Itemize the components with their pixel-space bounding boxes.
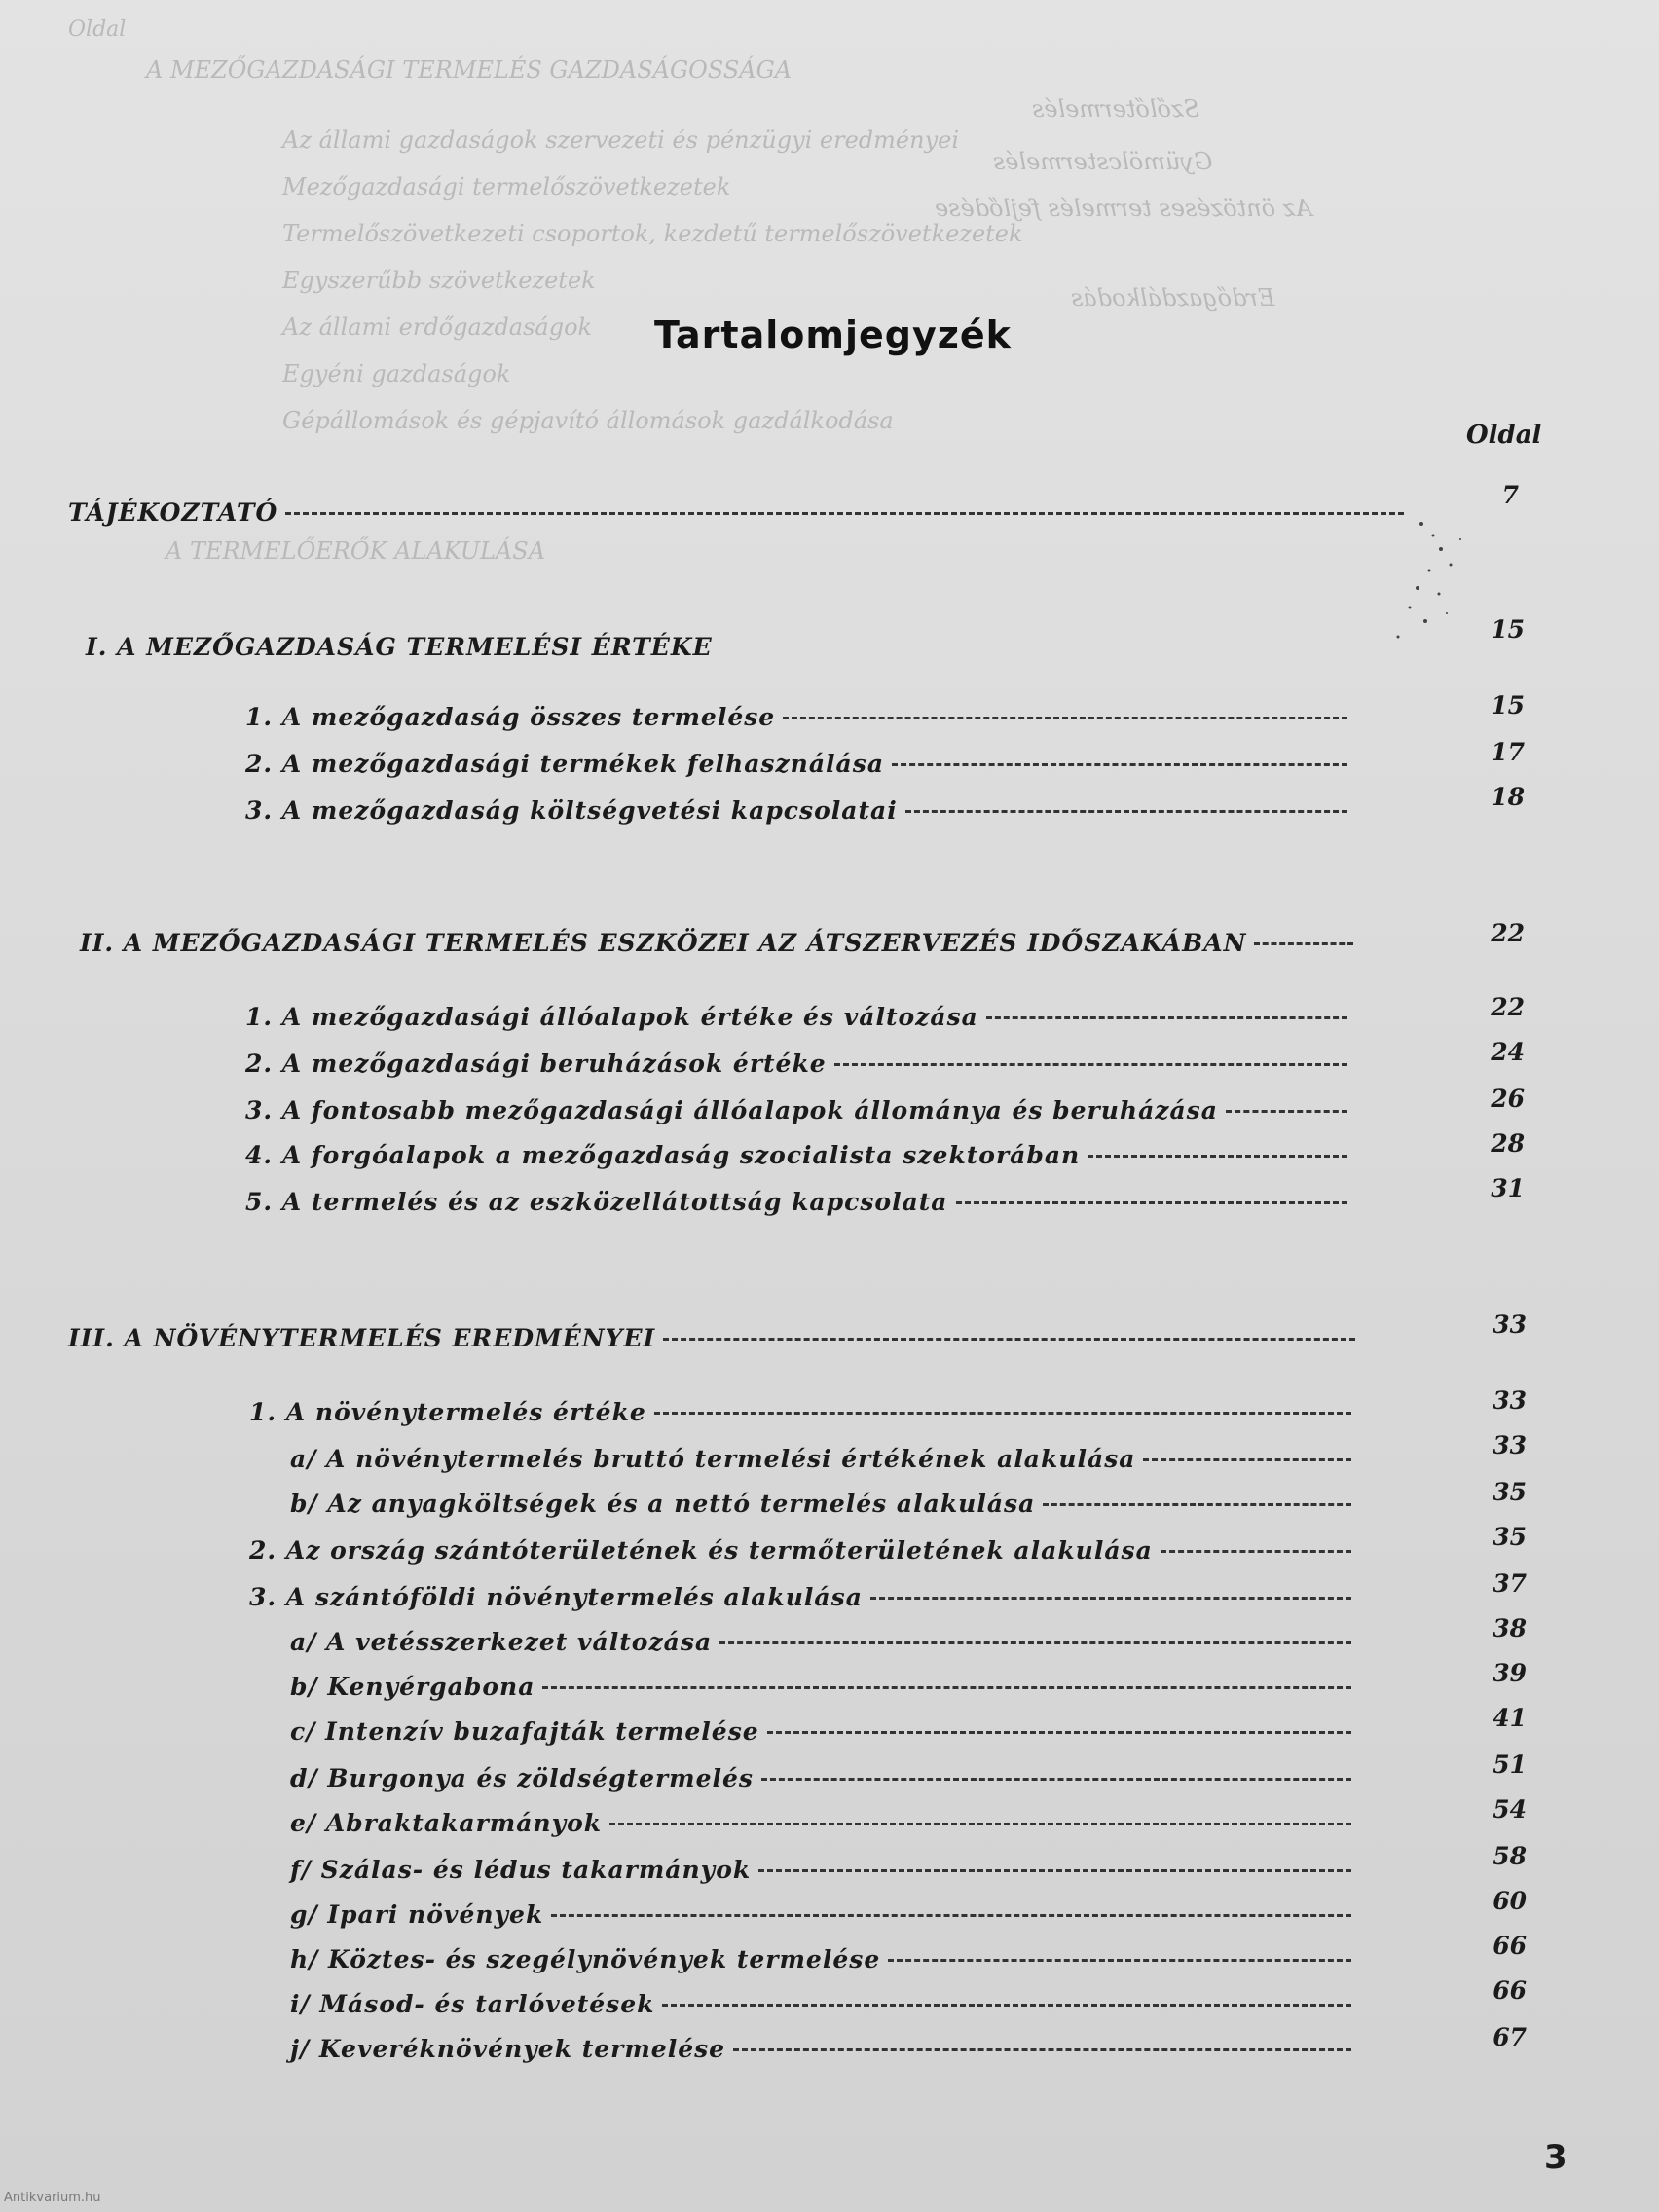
bleed-through-text: A MEZŐGAZDASÁGI TERMELÉS GAZDASÁGOSSÁGA [146,56,793,84]
toc-label: III. A NÖVÉNYTERMELÉS EREDMÉNYEI [68,1324,656,1352]
toc-page-number: 60 [1493,1887,1527,1915]
watermark: Antikvarium.hu [4,2191,101,2205]
toc-label: c/ Intenzív buzafajták termelése [290,1717,759,1746]
toc-entry[interactable] [290,1809,1359,1837]
toc-page-number: 35 [1493,1523,1527,1551]
toc-label: e/ Abraktakarmányok [290,1809,603,1837]
toc-label: 3. A fontosabb mezőgazdasági állóalapok állománya és beruházása [245,1096,1218,1124]
toc-page-number: 24 [1491,1038,1525,1066]
toc-page-number: 22 [1491,993,1525,1021]
toc-label: I. A MEZŐGAZDASÁG TERMELÉSI ÉRTÉKE [86,633,713,661]
leader-dots [888,1959,1351,1962]
bleed-through-text: Egyszerűbb szövetkezetek [282,267,596,294]
toc-entry[interactable] [80,929,1361,957]
leader-dots [1226,1110,1347,1113]
toc-entry[interactable] [290,1900,1359,1929]
toc-label: 4. A forgóalapok a mezőgazdaság szocialista szektorában [245,1141,1081,1169]
toc-label: 2. A mezőgazdasági beruházások értéke [245,1050,827,1078]
toc-entry[interactable] [290,1764,1359,1792]
toc-label: j/ Keveréknövények termelése [290,2035,726,2063]
toc-label: a/ A növénytermelés bruttó termelési értékének alakulása [290,1445,1136,1473]
toc-entry[interactable] [249,1536,1359,1565]
leader-dots [663,1338,1355,1341]
leader-dots [767,1731,1351,1734]
toc-entry[interactable] [290,1490,1359,1518]
leader-dots [834,1063,1347,1066]
bleed-through-text: Az öntözéses termelés fejlődése [935,195,1312,222]
toc-entry[interactable] [245,1096,1355,1124]
leader-dots [1043,1503,1351,1506]
toc-page-number: 51 [1493,1751,1527,1779]
toc-entry[interactable] [290,1445,1359,1473]
toc-entry[interactable] [249,1583,1359,1611]
toc-page-number: 15 [1491,615,1525,644]
toc-page-number: 15 [1491,691,1525,719]
leader-dots [733,2048,1351,2051]
toc-page-number: 54 [1493,1795,1527,1824]
toc-page-number: 33 [1493,1431,1527,1459]
toc-entry[interactable] [245,1188,1355,1216]
toc-page-number: 35 [1493,1478,1527,1506]
toc-page-number: 66 [1493,1932,1527,1960]
leader-dots [609,1823,1351,1825]
leader-dots [719,1641,1351,1644]
toc-page-number: 66 [1493,1976,1527,2005]
bleed-through-text: Az állami erdőgazdaságok [282,313,593,341]
bleed-through-text: Termelőszövetkezeti csoportok, kezdetű termelőszövetkezetek [282,220,1023,247]
page-title: Tartalomjegyzék [654,313,1012,356]
toc-entry[interactable] [290,1628,1359,1656]
toc-entry[interactable] [290,2035,1359,2063]
toc-entry[interactable] [249,1398,1359,1426]
leader-dots [654,1412,1351,1415]
leader-dots [761,1778,1351,1781]
toc-page-number: 41 [1493,1704,1527,1732]
toc-label: b/ Kenyérgabona [290,1673,535,1701]
bleed-through-text: Mezőgazdasági termelőszövetkezetek [282,173,731,201]
bleed-through-text: A TERMELŐERŐK ALAKULÁSA [166,537,546,565]
toc-label: a/ A vetésszerkezet változása [290,1628,713,1656]
toc-page-number: 33 [1493,1386,1527,1415]
leader-dots [1254,942,1353,945]
toc-page-number: 37 [1493,1569,1527,1598]
bleed-through-text: Gyümölcstermelés [993,148,1213,175]
leader-dots [1143,1458,1351,1461]
toc-page-number: 26 [1491,1085,1525,1113]
toc-page-number: 17 [1491,738,1525,766]
bleed-through-text: Az állami gazdaságok szervezeti és pénzügyi eredményei [282,127,960,154]
toc-label: 2. A mezőgazdasági termékek felhasználása [245,750,885,778]
toc-page-number: 22 [1491,919,1525,947]
toc-page-number: 33 [1493,1310,1527,1339]
leader-dots [956,1201,1347,1204]
toc-label: d/ Burgonya és zöldségtermelés [290,1764,755,1792]
toc-entry[interactable] [290,1673,1359,1701]
toc-page-number: 18 [1491,783,1525,811]
toc-entry[interactable] [290,1945,1359,1973]
toc-page-number: 58 [1493,1842,1527,1870]
toc-label: 3. A szántóföldi növénytermelés alakulása [249,1583,863,1611]
bleed-through-text: Oldal [68,18,127,42]
toc-entry[interactable] [290,1990,1359,2018]
toc-page-number: 39 [1493,1659,1527,1687]
bleed-through-text: Egyéni gazdaságok [282,360,511,387]
toc-label: 2. Az ország szántóterületének és termőterületének alakulása [249,1536,1153,1565]
toc-entry[interactable] [290,1717,1359,1746]
leader-dots [1161,1550,1351,1553]
toc-entry[interactable] [68,498,1412,527]
toc-entry[interactable] [245,1003,1355,1031]
page-column-header: Oldal [1466,421,1542,450]
toc-label: i/ Másod- és tarlóvetések [290,1990,655,2018]
toc-entry[interactable] [245,703,1355,731]
toc-label: 1. A mezőgazdaság összes termelése [245,703,776,731]
toc-entry[interactable] [245,1050,1355,1078]
toc-entry[interactable] [86,633,713,661]
leader-dots [783,717,1347,719]
leader-dots [662,2004,1351,2007]
toc-label: 1. A mezőgazdasági állóalapok értéke és változása [245,1003,978,1031]
toc-page-number: 38 [1493,1614,1527,1642]
toc-page-number: 31 [1491,1174,1525,1202]
toc-entry[interactable] [245,750,1355,778]
leader-dots [986,1016,1347,1019]
toc-entry[interactable] [68,1324,1363,1352]
leader-dots [542,1686,1351,1689]
bleed-through-text: Szőlőtermelés [1032,95,1200,123]
toc-entry[interactable] [245,1141,1355,1169]
toc-label: g/ Ipari növények [290,1900,544,1929]
leader-dots [551,1914,1351,1917]
toc-label: h/ Köztes- és szegélynövények termelése [290,1945,881,1973]
toc-page-number: 67 [1493,2023,1527,2051]
toc-label: 5. A termelés és az eszközellátottság kapcsolata [245,1188,948,1216]
toc-page-number: 28 [1491,1129,1525,1158]
toc-label: 1. A növénytermelés értéke [249,1398,646,1426]
toc-page-number: 7 [1501,481,1519,509]
leader-dots [892,763,1347,766]
toc-label: TÁJÉKOZTATÓ [68,498,278,527]
page-number: 3 [1544,2138,1567,2177]
toc-label: 3. A mezőgazdaság költségvetési kapcsolatai [245,796,898,825]
toc-entry[interactable] [245,796,1355,825]
leader-dots [285,512,1404,515]
leader-dots [905,810,1347,813]
leader-dots [1088,1155,1347,1158]
toc-label: b/ Az anyagköltségek és a nettó termelés alakulása [290,1490,1036,1518]
toc-label: f/ Szálas- és lédus takarmányok [290,1856,752,1884]
leader-dots [758,1869,1351,1872]
bleed-through-text: Erdőgazdálkodás [1071,284,1275,312]
bleed-through-text: Gépállomások és gépjavító állomások gazdálkodása [282,407,894,434]
leader-dots [870,1597,1351,1600]
toc-entry[interactable] [290,1856,1359,1884]
toc-label: II. A MEZŐGAZDASÁGI TERMELÉS ESZKÖZEI AZ ÁTSZERVEZÉS IDŐSZAKÁBAN [80,929,1247,957]
